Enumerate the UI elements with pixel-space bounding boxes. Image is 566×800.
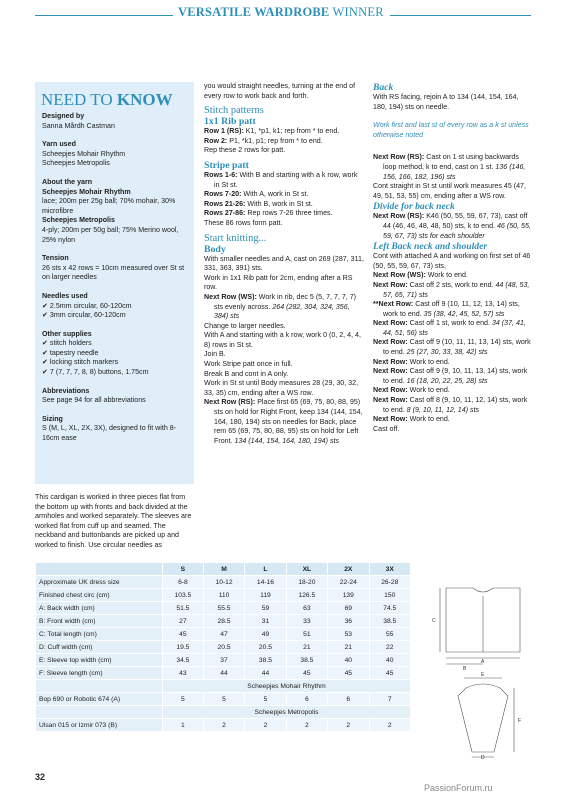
rib-repeat: Rep these 2 rows for patt.: [204, 146, 286, 155]
needle-item: ✔ 3mm circular, 60-120cm: [42, 311, 126, 320]
yarn-item: Scheepjes Metropolis: [42, 159, 110, 168]
diagram-label: E: [481, 672, 485, 678]
table-row: Ulsan 015 or Izmir 073 (B) 1 2 2 2 2 2: [36, 719, 411, 732]
need-to-know-box: [35, 82, 194, 484]
continued-text: you would straight needles, turning at the end of every row to work back and forth.: [204, 82, 356, 100]
tension-heading: Tension: [42, 254, 69, 263]
rib-row: Row 1 (RS): K1, *p1, k1; rep from * to end.: [204, 127, 340, 136]
back-step: Next Row: Cast off 2 sts, work to end. 44 (48, 53, 57, 65, 71) sts: [373, 280, 530, 299]
table-row: Approximate UK dress size 6-8 10-12 14-16 18-20 22-24 26-28: [36, 576, 411, 589]
stitch-patterns-heading: Stitch patterns: [204, 105, 264, 117]
intro-paragraph: This cardigan is worked in three pieces flat from the bottom up with fronts and back divided at the armholes and worked separately. The sleeves are worked flat from cuff up and seamed. The neckband and buttonbands are picked up and worked to finish. Use circular needles as: [35, 493, 192, 549]
back-step: Next Row (RS): K46 (50, 55, 59, 67, 73), cast off 44 (46, 46, 48, 48, 50) sts, k to end. 46 (50, 55, 59, 67, 73) sts for each shoulder: [373, 212, 531, 240]
stripe-row: Rows 1-6: With B and starting with a k row, work in St st.: [204, 170, 358, 189]
header-rule-left: [35, 15, 173, 16]
yarn-name: Scheepjes Metropolis: [42, 216, 115, 225]
diagram-label: B: [463, 666, 467, 672]
body-step: With A and starting with a k row, work 0 (0, 2, 4, 4, 8) rows in St st.: [204, 331, 361, 349]
table-row: D: Cuff width (cm) 19.5 20.5 20.5 21 21 22: [36, 641, 411, 654]
table-header: [36, 563, 163, 576]
page-header: [0, 5, 566, 24]
back-step: Next Row: Work to end.: [373, 357, 450, 366]
body-step: Next Row (WS): Work in rib, dec 5 (5, 7, 7, 7, 7) sts evenly across. 264 (282, 304, 324, 356, 384) sts: [204, 292, 357, 321]
table-header-row: [36, 563, 411, 576]
table-subheader-row: [36, 706, 411, 719]
back-step: Next Row: Work to end.: [373, 415, 450, 424]
rib-row: Row 2: P1, *k1, p1; rep from * to end.: [204, 136, 323, 145]
table-header: M: [203, 563, 244, 576]
table-row: F: Sleeve length (cm) 43 44 44 45 45 45: [36, 667, 411, 680]
tension-text: 26 sts x 42 rows = 10cm measured over St st on larger needles: [42, 263, 185, 282]
yarn-name: Scheepjes Mohair Rhythm: [42, 187, 131, 196]
table-row: E: Sleeve top width (cm) 34.5 37 38.5 38.5 40 40: [36, 654, 411, 667]
yarn-heading: Yarn used: [42, 140, 76, 149]
back-step: Next Row (RS): Cast on 1 st using backwards loop method, k to end, cast on 1 st. 136 (146, 156, 166, 182, 196) sts: [373, 153, 526, 181]
back-step: Next Row: Work to end.: [373, 386, 450, 395]
header-rule-right: [390, 15, 531, 16]
designed-by-heading: Designed by: [42, 112, 85, 120]
diagram-label: D: [481, 755, 485, 759]
stripe-patt-heading: Stripe patt: [204, 159, 249, 171]
sizing-heading: Sizing: [42, 414, 63, 423]
needles-heading: Needles used: [42, 291, 88, 300]
back-step: Cont straight in St st until work measures 45 (47, 49, 51, 53, 55) cm, ending after a WS row.: [373, 182, 526, 200]
table-header: XL: [286, 563, 327, 576]
back-note: Work first and last st of every row as a k st unless otherwise noted: [373, 121, 529, 139]
body-step: Break B and cont in A only.: [204, 369, 289, 378]
diagram-label: F: [518, 718, 522, 724]
back-step: With RS facing, rejoin A to 134 (144, 154, 164, 180, 194) sts on needle.: [373, 93, 519, 111]
stripe-row: Rows 7-20: With A, work in St st.: [204, 190, 309, 199]
sizing-text: S (M, L, XL, 2X, 3X), designed to fit with 8-16cm ease: [42, 424, 177, 443]
stripe-row: Rows 21-26: With B, work in St st.: [204, 199, 313, 208]
sleeve-outline: [458, 684, 508, 752]
supply-item: ✔ locking stitch markers: [42, 358, 119, 367]
back-step: Next Row (WS): Work to end.: [373, 271, 468, 280]
supply-item: ✔ tapestry needle: [42, 348, 99, 357]
supply-item: ✔ stitch holders: [42, 339, 92, 348]
table-header: 2X: [328, 563, 369, 576]
diagram-label: C: [432, 618, 436, 624]
yarn-description: 4-ply; 200m per 50g ball; 75% Merino wool, 25% nylon: [42, 225, 179, 244]
table-row: Finished chest circ (cm) 103.5 110 119 126.5 139 150: [36, 589, 411, 602]
divide-heading: Divide for back neck: [373, 201, 455, 213]
stripe-note: These 86 rows form patt.: [204, 218, 283, 227]
table-row: B: Front width (cm) 27 28.5 31 33 36 38.5: [36, 615, 411, 628]
body-step: Join B.: [204, 350, 226, 359]
table-header: 3X: [369, 563, 411, 576]
supply-item: ✔ 7 (7, 7, 7, 8, 8) buttons, 1.75cm: [42, 368, 149, 377]
back-step: Cont with attached A and working on first set of 46 (50, 55, 59, 67, 73) sts,: [373, 252, 531, 270]
back-step: Next Row: Cast off 1 st, work to end. 34 (37, 41, 44, 51, 56) sts: [373, 319, 526, 337]
yarn-item: Scheepjes Mohair Rhythm: [42, 149, 126, 158]
abbreviations-text: See page 94 for all abbreviations: [42, 396, 146, 405]
column-two: [204, 82, 364, 446]
body-step: Work Stripe patt once in full.: [204, 360, 293, 369]
watermark: PassionForum.ru: [424, 783, 493, 793]
section-title: VERSATILE WARDROBE WINNER: [178, 5, 384, 19]
supplies-heading: Other supplies: [42, 329, 92, 338]
yarn-description: lace; 200m per 25g ball; 70% mohair, 30% microfibre: [42, 197, 176, 215]
table-row: A: Back width (cm) 51.5 55.5 59 63 69 74.5: [36, 602, 411, 615]
table-subheader-row: [36, 680, 411, 693]
table-row: C: Total length (cm) 45 47 49 51 53 55: [36, 628, 411, 641]
garment-schematic: [428, 584, 538, 759]
back-step: Next Row: Cast off 9 (9, 10, 11, 13, 14) sts, work to end. 16 (18, 20, 22, 25, 28) sts: [373, 367, 528, 385]
table-header: L: [245, 563, 286, 576]
body-step: With smaller needles and A, cast on 269 (287, 311, 331, 363, 391) sts.: [204, 254, 364, 273]
designer-name: Sanna Mårdh Castman: [42, 121, 115, 130]
page-number: 32: [35, 772, 46, 782]
size-table: [35, 562, 411, 732]
left-back-heading: Left Back neck and shoulder: [373, 241, 488, 253]
back-step: Next Row: Cast off 8 (9, 10, 11, 12, 14) sts, work to end. 8 (9, 10, 11, 12, 14) sts: [373, 396, 528, 414]
body-step: Work in 1x1 Rib patt for 2cm, ending after a RS row.: [204, 273, 353, 292]
back-step: Cast off.: [373, 424, 400, 433]
start-knitting-heading: Start knitting...: [204, 232, 267, 244]
back-heading: Back: [373, 82, 394, 93]
about-yarn-heading: About the yarn: [42, 177, 93, 186]
back-step: Next Row: Cast off 9 (10, 11, 11, 13, 14) sts, work to end. 25 (27, 30, 33, 38, 42) sts: [373, 338, 531, 357]
needle-item: ✔ 2.5mm circular, 60-120cm: [42, 301, 132, 310]
body-step: Change to larger needles.: [204, 321, 286, 330]
yarn-subheader: Scheepjes Metropolis: [163, 706, 411, 719]
body-step: Next Row (RS): Place first 65 (69, 75, 80, 88, 95) sts on hold for Right Front, keep 134 (144, 154, 164, 180, 194) sts on needles for Back, place rem 65 (69, 75, 80, 88, 95) sts on hold for Left Front. 134 (144, 154, 164, 180, 194) sts: [204, 398, 363, 445]
box-title: NEED TO KNOW: [41, 90, 173, 109]
table-header: S: [163, 563, 204, 576]
yarn-subheader: Scheepjes Mohair Rhythm: [163, 680, 411, 693]
table-row: Bop 690 or Robotic 674 (A) 5 5 5 6 6 7: [36, 693, 411, 706]
body-step: Work in St st until Body measures 28 (29, 30, 32, 33, 35) cm, ending after a WS row.: [204, 379, 359, 397]
body-heading: Body: [204, 243, 226, 255]
back-step: **Next Row: Cast off 9 (10, 11, 12, 13, 14) sts, work to end. 35 (38, 42, 45, 52, 57) sts: [373, 300, 520, 318]
column-three: [373, 82, 533, 434]
rib-patt-heading: 1x1 Rib patt: [204, 116, 256, 128]
abbreviations-heading: Abbreviations: [42, 386, 90, 395]
stripe-row: Rows 27-86: Rep rows 7-26 three times.: [204, 209, 333, 218]
diagram-label: A: [481, 659, 485, 665]
